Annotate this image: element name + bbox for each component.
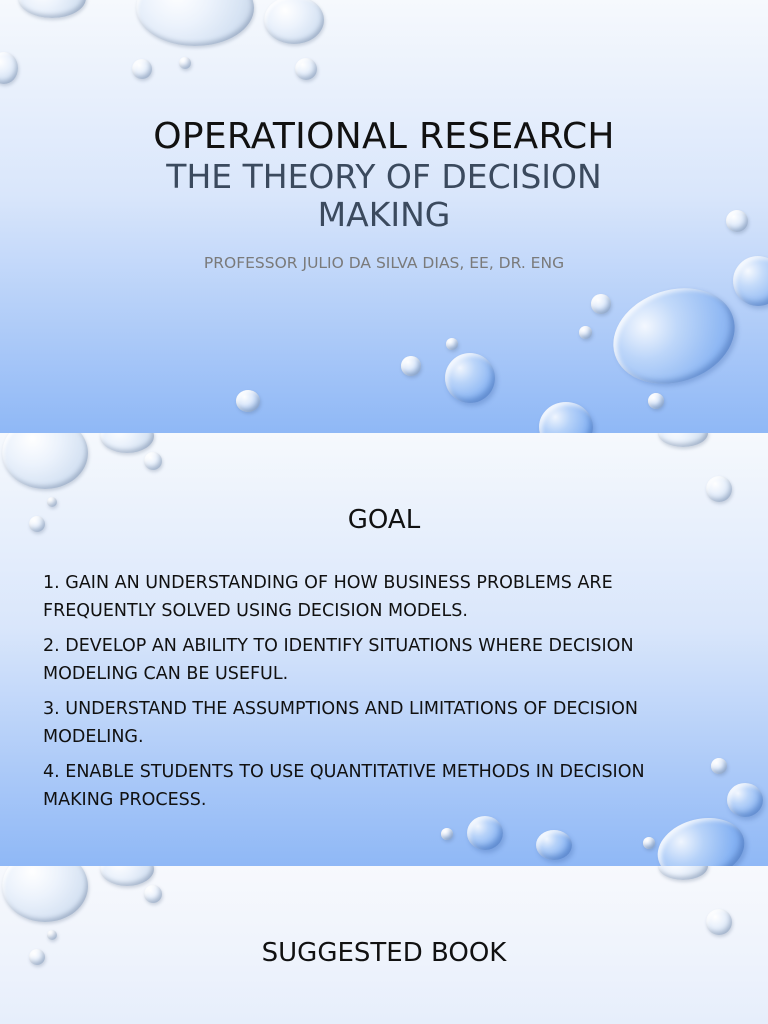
- water-drop-decoration: [658, 433, 708, 447]
- water-drop-decoration: [601, 273, 747, 399]
- title-slide: [0, 0, 768, 433]
- water-drop-decoration: [401, 356, 421, 376]
- water-drop-decoration: [236, 390, 260, 412]
- water-drop-decoration: [643, 837, 655, 849]
- slide-subtitle: THE THEORY OF DECISION MAKING: [166, 157, 602, 234]
- water-drop-decoration: [445, 353, 495, 403]
- water-drop-decoration: [100, 866, 154, 886]
- water-drop-decoration: [144, 452, 162, 470]
- water-drop-decoration: [658, 866, 708, 880]
- water-drop-decoration: [264, 0, 324, 44]
- water-drop-decoration: [441, 828, 453, 840]
- goal-list: [43, 570, 703, 822]
- goal-item: 2. DEVELOP AN ABILITY TO IDENTIFY SITUATIONS WHERE DECISION MODELING CAN BE USEFUL.: [43, 636, 634, 684]
- water-drop-decoration: [144, 885, 162, 903]
- water-drop-decoration: [2, 433, 88, 489]
- water-drop-decoration: [648, 393, 664, 409]
- water-drop-decoration: [295, 58, 317, 80]
- goal-item: 3. UNDERSTAND THE ASSUMPTIONS AND LIMITATIONS OF DECISION MODELING.: [43, 699, 638, 747]
- book-heading: SUGGESTED BOOK: [261, 938, 507, 968]
- water-drop-decoration: [132, 59, 152, 79]
- water-drop-decoration: [579, 326, 592, 339]
- water-drop-decoration: [727, 783, 763, 817]
- water-drop-decoration: [179, 57, 191, 69]
- water-drop-decoration: [2, 866, 88, 922]
- water-drop-decoration: [726, 210, 748, 232]
- goal-slide: [0, 433, 768, 866]
- water-drop-decoration: [0, 52, 18, 84]
- suggested-book-slide: [0, 866, 768, 1024]
- goal-heading: GOAL: [347, 505, 421, 535]
- water-drop-decoration: [100, 433, 154, 453]
- goal-item: 1. GAIN AN UNDERSTANDING OF HOW BUSINESS PROBLEMS ARE FREQUENTLY SOLVED USING DECISION MODELS.: [43, 573, 613, 621]
- water-drop-decoration: [706, 476, 732, 502]
- water-drop-decoration: [18, 0, 86, 18]
- water-drop-decoration: [539, 402, 593, 433]
- water-drop-decoration: [706, 909, 732, 935]
- water-drop-decoration: [136, 0, 254, 46]
- slide-title: OPERATIONAL RESEARCH: [153, 116, 615, 157]
- water-drop-decoration: [536, 830, 572, 860]
- water-drop-decoration: [711, 758, 727, 774]
- water-drop-decoration: [446, 338, 458, 350]
- presenter-line: PROFESSOR JULIO DA SILVA DIAS, EE, DR. ENG: [203, 254, 565, 272]
- water-drop-decoration: [591, 294, 611, 314]
- goal-item: 4. ENABLE STUDENTS TO USE QUANTITATIVE METHODS IN DECISION MAKING PROCESS.: [43, 762, 645, 810]
